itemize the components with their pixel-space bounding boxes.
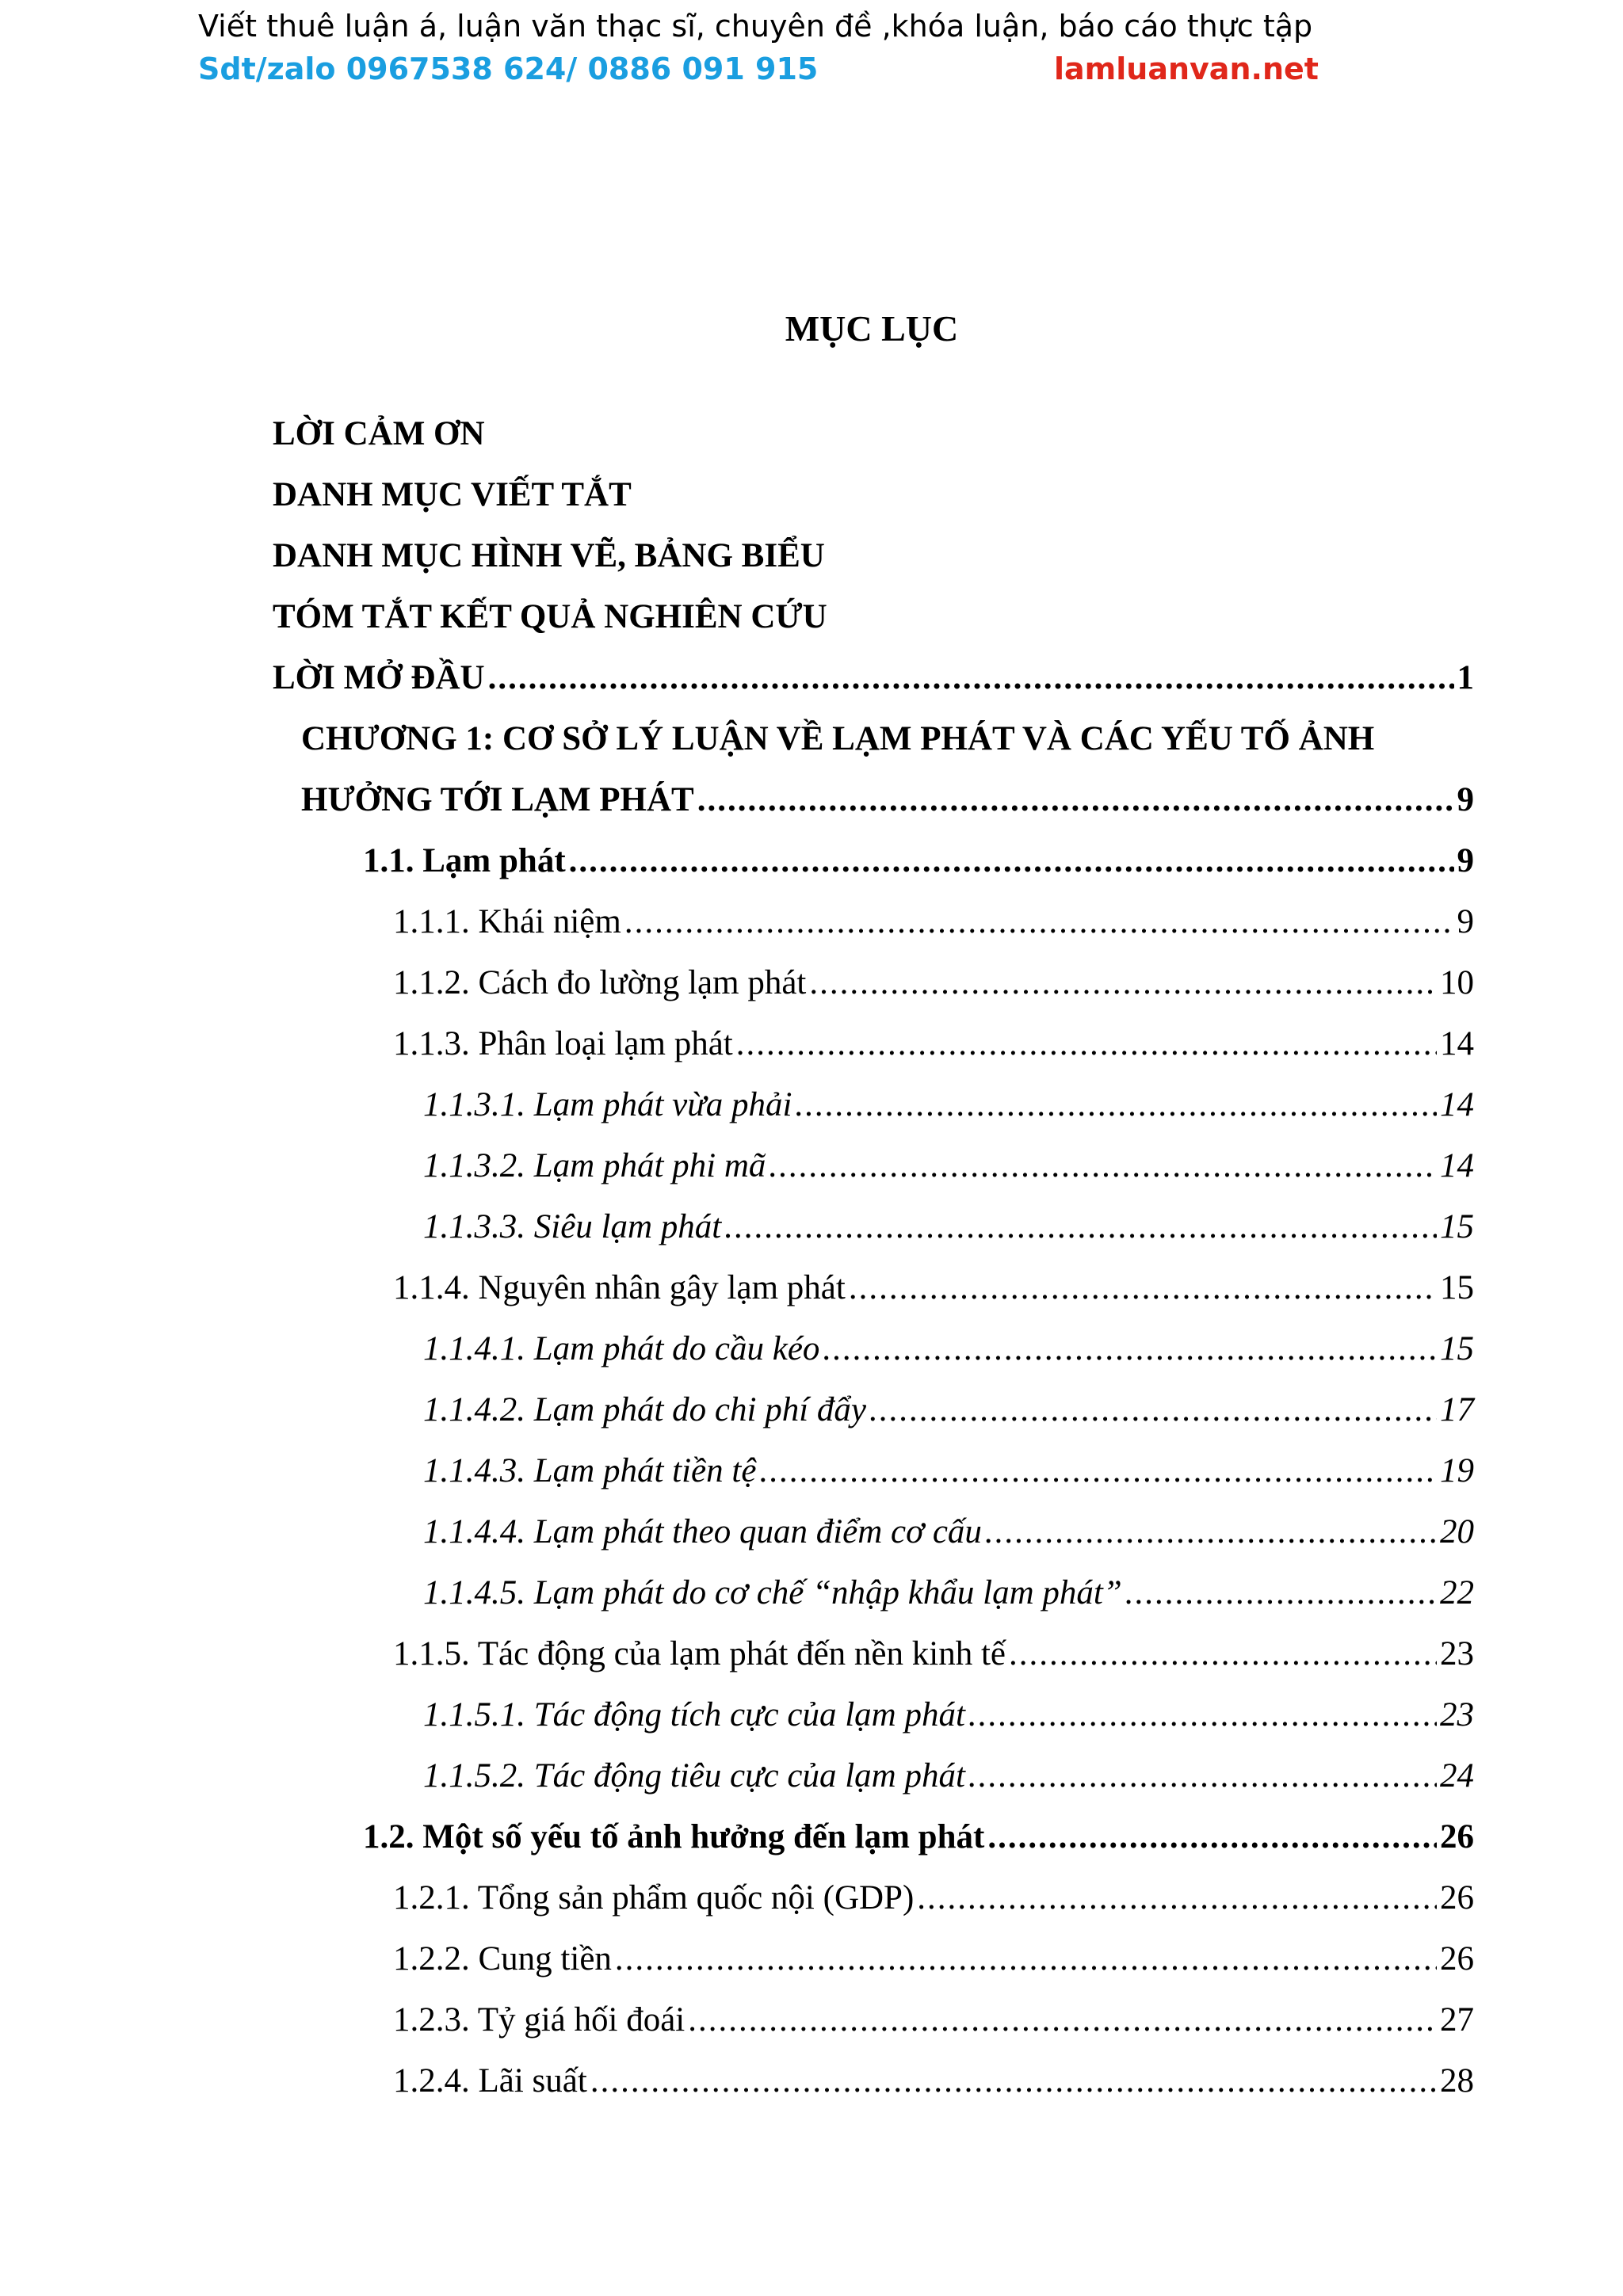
toc-front-matter-item: DANH MỤC HÌNH VẼ, BẢNG BIỂU (273, 537, 825, 574)
toc-entry-subsection (393, 2058, 1474, 2105)
toc-entry-subsubsection (423, 1081, 1474, 1129)
toc-dot-leader (823, 1325, 1437, 1373)
toc-entry-text: 1.1.3.1. Lạm phát vừa phải (423, 1086, 792, 1123)
toc-page-number: 14 (1440, 1147, 1474, 1184)
toc-entry-text: 1.1.4.2. Lạm phát do chi phí đẩy (423, 1391, 866, 1428)
toc-page-number: 14 (1440, 1086, 1474, 1123)
toc-entry-subsubsection (423, 1447, 1474, 1495)
toc-dot-leader (795, 1081, 1437, 1129)
toc-entry-subsubsection (423, 1325, 1474, 1373)
toc-entry-text: 1.1.4. Nguyên nhân gây lạm phát (393, 1269, 846, 1306)
toc-dot-leader (968, 1691, 1437, 1739)
toc-dot-leader (688, 1997, 1437, 2044)
toc-page-number: 22 (1440, 1574, 1474, 1611)
toc-entry-text: 1.2. Một số yếu tố ảnh hưởng đến lạm phát (363, 1818, 985, 1855)
toc-entry-subsection (393, 1936, 1474, 1983)
banner-contact-row (198, 46, 1434, 92)
toc-dot-leader (724, 1203, 1437, 1251)
toc-page-number: 9 (1457, 903, 1474, 940)
toc-dot-leader (736, 1020, 1437, 1068)
toc-page-number: 26 (1440, 1818, 1474, 1855)
toc-dot-leader (624, 898, 1454, 946)
toc-entry-subsubsection (423, 1691, 1474, 1739)
toc-entry-text: 1.1.3.2. Lạm phát phi mã (423, 1147, 766, 1184)
page-title: MỤC LỤC (785, 308, 959, 349)
toc-entry-text: 1.1.2. Cách đo lường lạm phát (393, 964, 807, 1001)
toc-entry-subsection (393, 1875, 1474, 1922)
toc-front-matter-item: TÓM TẮT KẾT QUẢ NGHIÊN CỨU (273, 598, 827, 635)
toc-entry-intro (273, 654, 1474, 702)
banner-website: lamluanvan.net (1054, 51, 1319, 86)
toc-dot-leader (488, 654, 1454, 702)
toc-dot-leader (869, 1386, 1437, 1434)
toc-entry-text: 1.1.4.4. Lạm phát theo quan điểm cơ cấu (423, 1513, 982, 1550)
toc-entry-subsection (393, 1997, 1474, 2044)
toc-entry-subsubsection (423, 1753, 1474, 1800)
toc-entry-subsubsection (423, 1386, 1474, 1434)
toc-page-number: 26 (1440, 1940, 1474, 1978)
toc-entry-subsection (393, 898, 1474, 946)
toc-entry-text: 1.2.4. Lãi suất (393, 2062, 587, 2100)
toc-entry-text: 1.1.5. Tác động của lạm phát đến nền kinh tế (393, 1635, 1006, 1672)
toc-page-number: 28 (1440, 2062, 1474, 2100)
toc-page-number: 9 (1457, 842, 1474, 879)
toc-dot-leader (987, 1814, 1437, 1861)
toc-page-number: 9 (1457, 781, 1474, 818)
toc-page-number: 23 (1440, 1696, 1474, 1733)
toc-dot-leader (569, 837, 1454, 885)
toc-page-number: 23 (1440, 1635, 1474, 1672)
banner-service-text: Viết thuê luận á, luận văn thạc sĩ, chuyên đề ,khóa luận, báo cáo thực tập (198, 9, 1313, 44)
toc-entry-text: LỜI MỞ ĐẦU (273, 659, 485, 696)
toc-dot-leader (849, 1264, 1437, 1312)
toc-page-number: 1 (1457, 659, 1474, 696)
toc-entry-text: 1.1.4.5. Lạm phát do cơ chế “nhập khẩu lạm phát” (423, 1574, 1122, 1611)
toc-dot-leader (615, 1936, 1437, 1983)
toc-entry-text: 1.1. Lạm phát (363, 842, 566, 879)
toc-dot-leader (759, 1447, 1437, 1495)
toc-page-number: 15 (1440, 1208, 1474, 1245)
toc-page-number: 15 (1440, 1269, 1474, 1306)
toc-chapter-title-line1: CHƯƠNG 1: CƠ SỞ LÝ LUẬN VỀ LẠM PHÁT VÀ CÁC YẾU TỐ ẢNH (301, 720, 1375, 757)
toc-page-number: 17 (1440, 1391, 1474, 1428)
toc-page-number: 19 (1440, 1452, 1474, 1489)
toc-dot-leader (1125, 1569, 1437, 1617)
toc-entry-subsubsection (423, 1203, 1474, 1251)
toc-entry-subsubsection (423, 1508, 1474, 1556)
toc-dot-leader (968, 1753, 1437, 1800)
toc-entry-subsection (393, 1264, 1474, 1312)
toc-dot-leader (769, 1142, 1437, 1190)
toc-entry-text: 1.2.1. Tổng sản phẩm quốc nội (GDP) (393, 1879, 915, 1917)
toc-front-matter-item: LỜI CẢM ƠN (273, 415, 485, 452)
toc-entry-section (363, 837, 1474, 885)
toc-entry-subsubsection (423, 1569, 1474, 1617)
toc-dot-leader (1009, 1630, 1437, 1678)
toc-dot-leader (697, 776, 1454, 824)
toc-dot-leader (917, 1875, 1437, 1922)
toc-dot-leader (985, 1508, 1437, 1556)
toc-entry-text: HƯỞNG TỚI LẠM PHÁT (301, 781, 694, 818)
toc-entry-text: 1.1.5.1. Tác động tích cực của lạm phát (423, 1696, 965, 1733)
toc-dot-leader (590, 2058, 1437, 2105)
toc-page-number: 20 (1440, 1513, 1474, 1550)
toc-entry-text: 1.2.3. Tỷ giá hối đoái (393, 2001, 685, 2039)
toc-page-number: 15 (1440, 1330, 1474, 1367)
toc-entry-text: 1.1.1. Khái niệm (393, 903, 621, 940)
toc-entry-text: 1.1.5.2. Tác động tiêu cực của lạm phát (423, 1757, 965, 1794)
toc-page-number: 26 (1440, 1879, 1474, 1917)
toc-entry-subsection (393, 1020, 1474, 1068)
toc-entry-subsection (393, 959, 1474, 1007)
toc-entry-text: 1.2.2. Cung tiền (393, 1940, 612, 1978)
toc-entry-section (363, 1814, 1474, 1861)
toc-page-number: 10 (1440, 964, 1474, 1001)
toc-entry-text: 1.1.4.1. Lạm phát do cầu kéo (423, 1330, 820, 1367)
toc-entry-chapter (301, 776, 1474, 824)
toc-entry-text: 1.1.3.3. Siêu lạm phát (423, 1208, 722, 1245)
banner-phone: Sdt/zalo 0967538 624/ 0886 091 915 (198, 51, 819, 86)
toc-page-number: 24 (1440, 1757, 1474, 1794)
toc-dot-leader (809, 959, 1437, 1007)
toc-front-matter-item: DANH MỤC VIẾT TẮT (273, 476, 632, 513)
toc-entry-subsubsection (423, 1142, 1474, 1190)
toc-page-number: 14 (1440, 1025, 1474, 1062)
toc-entry-subsection (393, 1630, 1474, 1678)
toc-entry-text: 1.1.4.3. Lạm phát tiền tệ (423, 1452, 757, 1489)
toc-page-number: 27 (1440, 2001, 1474, 2039)
toc-entry-text: 1.1.3. Phân loại lạm phát (393, 1025, 733, 1062)
